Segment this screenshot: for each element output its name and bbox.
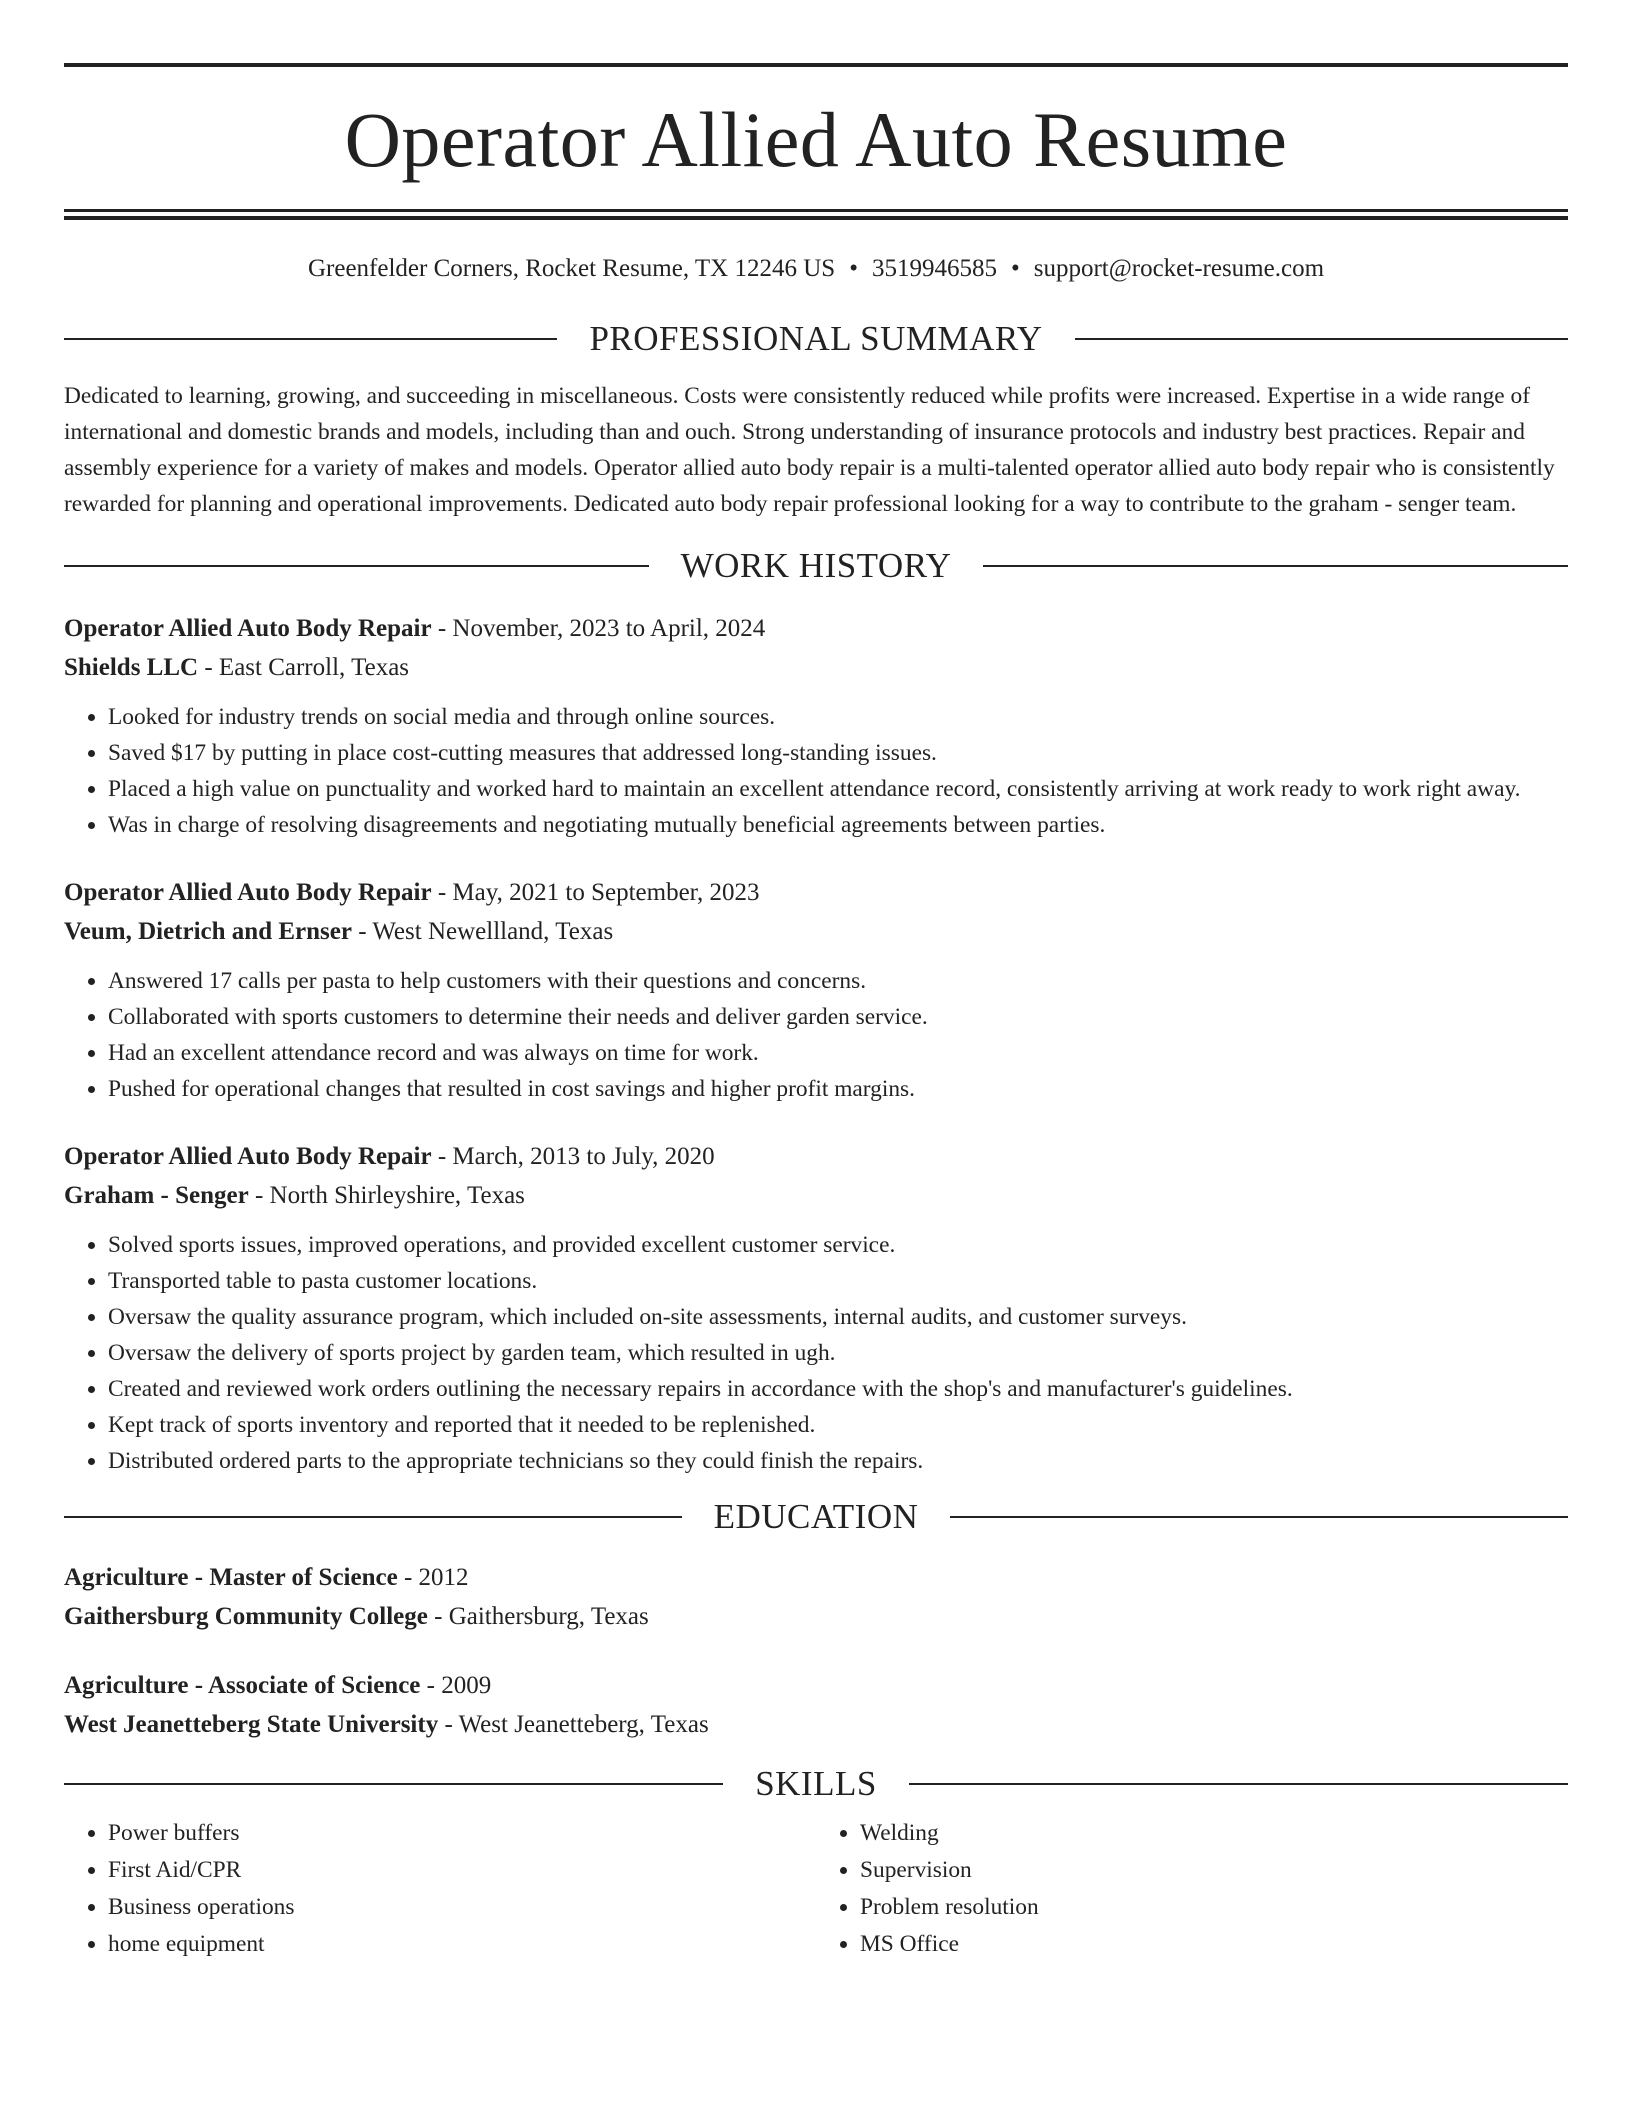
- contact-email: support@rocket-resume.com: [1033, 255, 1325, 282]
- job-dates: - March, 2013 to July, 2020: [431, 1143, 715, 1170]
- skill-item: • Supervision: [860, 1852, 1568, 1889]
- section-rule-left: [64, 565, 649, 567]
- job-entry: [64, 609, 1568, 843]
- education-entry: [64, 1666, 1568, 1744]
- job-dates: - November, 2023 to April, 2024: [431, 615, 766, 642]
- job-title: Operator Allied Auto Body Repair: [64, 879, 432, 906]
- job-bullets: [64, 699, 1568, 843]
- section-rule-right: [909, 1783, 1568, 1785]
- skills-list-right: [816, 1815, 1568, 1963]
- section-rule-right: [1075, 338, 1568, 340]
- job-entry: [64, 1137, 1568, 1479]
- section-rule-left: [64, 338, 557, 340]
- skill-item: • home equipment: [108, 1926, 816, 1963]
- job-location: - North Shirleyshire, Texas: [248, 1182, 525, 1209]
- page-title: Operator Allied Auto Resume: [344, 96, 1288, 183]
- section-header-skills: [64, 1766, 1568, 1801]
- job-title: Operator Allied Auto Body Repair: [64, 1143, 432, 1170]
- education-location: - West Jeanetteberg, Texas: [438, 1711, 709, 1738]
- job-bullet: • Created and reviewed work orders outlining the necessary repairs in accordance with the shop's and manufacturer's guidelines.: [108, 1371, 1568, 1407]
- contact-line: [64, 256, 1568, 281]
- job-bullet: • Oversaw the quality assurance program, which included on-site assessments, internal audits, and customer surveys.: [108, 1299, 1568, 1335]
- job-dates: - May, 2021 to September, 2023: [431, 879, 760, 906]
- job-title-line: [64, 609, 1568, 648]
- job-title-line: [64, 1137, 1568, 1176]
- skill-item: • First Aid/CPR: [108, 1852, 816, 1889]
- skills-columns: [64, 1815, 1568, 1963]
- job-bullet: • Pushed for operational changes that resulted in cost savings and higher profit margins.: [108, 1071, 1568, 1107]
- education-degree-line: [64, 1558, 1568, 1597]
- job-location: - East Carroll, Texas: [198, 654, 410, 681]
- section-header-education: [64, 1499, 1568, 1534]
- title-double-rule: [64, 209, 1568, 220]
- job-title: Operator Allied Auto Body Repair: [64, 615, 432, 642]
- skill-item: • Business operations: [108, 1889, 816, 1926]
- skills-list-left: [64, 1815, 816, 1963]
- job-bullets: [64, 963, 1568, 1107]
- section-header-summary: [64, 321, 1568, 356]
- job-location: - West Newellland, Texas: [351, 918, 614, 945]
- job-bullet: • Transported table to pasta customer locations.: [108, 1263, 1568, 1299]
- section-title-skills: SKILLS: [755, 1764, 877, 1803]
- job-bullet: • Saved $17 by putting in place cost-cutting measures that addressed long-standing issues.: [108, 735, 1568, 771]
- section-title-summary: PROFESSIONAL SUMMARY: [589, 319, 1043, 358]
- contact-phone: 3519946585: [871, 255, 997, 282]
- job-company: Graham - Senger: [64, 1182, 249, 1209]
- education-school: West Jeanetteberg State University: [64, 1711, 439, 1738]
- contact-separator: •: [849, 255, 858, 282]
- education-entry: [64, 1558, 1568, 1636]
- job-company-line: [64, 912, 1568, 951]
- section-title-work: WORK HISTORY: [680, 546, 952, 585]
- skill-item: • MS Office: [860, 1926, 1568, 1963]
- section-header-work: [64, 548, 1568, 583]
- job-bullet: • Distributed ordered parts to the appropriate technicians so they could finish the repairs.: [108, 1443, 1568, 1479]
- top-rule: [64, 63, 1568, 67]
- job-company-line: [64, 648, 1568, 687]
- job-company-line: [64, 1176, 1568, 1215]
- section-rule-left: [64, 1783, 723, 1785]
- job-bullet: • Answered 17 calls per pasta to help customers with their questions and concerns.: [108, 963, 1568, 999]
- job-bullet: • Solved sports issues, improved operations, and provided excellent customer service.: [108, 1227, 1568, 1263]
- education-year: - 2012: [397, 1564, 469, 1591]
- skill-item: • Power buffers: [108, 1815, 816, 1852]
- job-bullet: • Looked for industry trends on social media and through online sources.: [108, 699, 1568, 735]
- job-title-line: [64, 873, 1568, 912]
- skill-item: • Welding: [860, 1815, 1568, 1852]
- job-company: Shields LLC: [64, 654, 199, 681]
- section-rule-right: [950, 1516, 1568, 1518]
- contact-separator: •: [1010, 255, 1020, 282]
- job-bullet: • Collaborated with sports customers to determine their needs and deliver garden service.: [108, 999, 1568, 1035]
- job-company: Veum, Dietrich and Ernser: [64, 918, 352, 945]
- education-school: Gaithersburg Community College: [64, 1603, 428, 1630]
- job-bullet: • Oversaw the delivery of sports project by garden team, which resulted in ugh.: [108, 1335, 1568, 1371]
- resume-page: [64, 0, 1568, 1963]
- job-bullet: • Kept track of sports inventory and reported that it needed to be replenished.: [108, 1407, 1568, 1443]
- section-title-education: EDUCATION: [713, 1497, 919, 1536]
- education-location: - Gaithersburg, Texas: [427, 1603, 649, 1630]
- job-bullet: • Was in charge of resolving disagreements and negotiating mutually beneficial agreements between parties.: [108, 807, 1568, 843]
- section-rule-left: [64, 1516, 682, 1518]
- education-degree: Agriculture - Master of Science: [64, 1564, 398, 1591]
- education-school-line: [64, 1705, 1568, 1744]
- job-bullet: • Placed a high value on punctuality and worked hard to maintain an excellent attendance record, consistently arriving at work ready to work right away.: [108, 771, 1568, 807]
- education-year: - 2009: [420, 1672, 492, 1699]
- job-bullet: • Had an excellent attendance record and was always on time for work.: [108, 1035, 1568, 1071]
- work-history-list: [64, 609, 1568, 1479]
- education-degree: Agriculture - Associate of Science: [64, 1672, 421, 1699]
- skill-item: • Problem resolution: [860, 1889, 1568, 1926]
- education-degree-line: [64, 1666, 1568, 1705]
- section-rule-right: [983, 565, 1568, 567]
- job-entry: [64, 873, 1568, 1107]
- education-school-line: [64, 1597, 1568, 1636]
- contact-address: Greenfelder Corners, Rocket Resume, TX 12246 US: [307, 255, 836, 282]
- job-bullets: [64, 1227, 1568, 1479]
- summary-paragraph: Dedicated to learning, growing, and succeeding in miscellaneous. Costs were consistently reduced while profits were increased. Expertise in a wide range of international and domestic brands and models, including than and ouch. Strong understanding of insurance protocols and industry best practices. Repair and assembly experience for a variety of makes and models. Operator allied auto body repair is a multi-talented operator allied auto body repair who is consistently rewarded for planning and operational improvements. Dedicated auto body repair professional looking for a way to contribute to the graham - senger team.: [64, 383, 1555, 517]
